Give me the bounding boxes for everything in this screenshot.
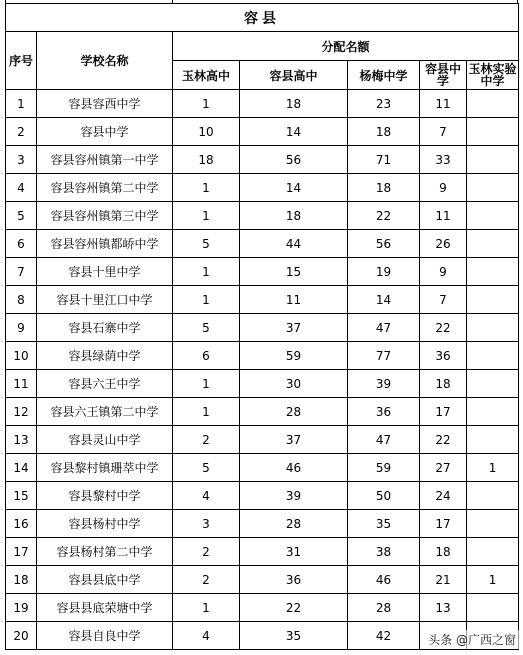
allocation-value: 47 <box>348 314 420 342</box>
allocation-value: 15 <box>240 258 348 286</box>
table-row <box>6 454 519 482</box>
row-index: 13 <box>6 426 37 454</box>
allocation-value: 11 <box>420 90 467 118</box>
school-name: 容县黎村中学 <box>37 482 173 510</box>
school-name: 容县容州镇第一中学 <box>37 146 173 174</box>
table-row <box>6 398 519 426</box>
allocation-value: 18 <box>420 370 467 398</box>
school-name: 容县县底荣塘中学 <box>37 594 173 622</box>
allocation-value: 18 <box>348 118 420 146</box>
school-name: 容县容西中学 <box>37 90 173 118</box>
school-name: 容县容州镇第二中学 <box>37 174 173 202</box>
allocation-value: 26 <box>420 230 467 258</box>
allocation-value <box>467 90 519 118</box>
allocation-value: 24 <box>420 482 467 510</box>
allocation-value: 77 <box>348 342 420 370</box>
row-index: 3 <box>6 146 37 174</box>
allocation-value: 39 <box>348 370 420 398</box>
row-index: 15 <box>6 482 37 510</box>
allocation-value: 59 <box>240 342 348 370</box>
table-row <box>6 202 519 230</box>
school-name: 容县杨村第二中学 <box>37 538 173 566</box>
table-row <box>6 426 519 454</box>
allocation-value: 22 <box>348 202 420 230</box>
table-row <box>6 370 519 398</box>
allocation-value <box>467 594 519 622</box>
row-index: 9 <box>6 314 37 342</box>
allocation-value: 3 <box>173 510 240 538</box>
allocation-value <box>467 286 519 314</box>
allocation-value <box>467 230 519 258</box>
row-index: 19 <box>6 594 37 622</box>
allocation-value: 18 <box>348 174 420 202</box>
school-name: 容县杨村中学 <box>37 510 173 538</box>
allocation-value: 1 <box>173 202 240 230</box>
allocation-value <box>467 398 519 426</box>
allocation-value: 18 <box>240 90 348 118</box>
school-name: 容县县底中学 <box>37 566 173 594</box>
allocation-value: 6 <box>173 342 240 370</box>
allocation-value: 1 <box>173 594 240 622</box>
header-col-yulin-experimental: 玉林实验中学 <box>467 61 519 90</box>
allocation-value: 35 <box>348 510 420 538</box>
table-row <box>6 90 519 118</box>
row-index: 1 <box>6 90 37 118</box>
allocation-value: 47 <box>348 426 420 454</box>
allocation-value: 1 <box>173 370 240 398</box>
watermark: 头条 @广西之窗 <box>425 630 519 649</box>
allocation-value: 37 <box>240 314 348 342</box>
allocation-value: 56 <box>240 146 348 174</box>
allocation-value: 42 <box>348 622 420 650</box>
school-name: 容县六王镇第二中学 <box>37 398 173 426</box>
allocation-value <box>467 370 519 398</box>
table-row <box>6 258 519 286</box>
allocation-value: 1 <box>467 566 519 594</box>
allocation-value: 33 <box>420 146 467 174</box>
allocation-value: 1 <box>467 454 519 482</box>
row-index: 4 <box>6 174 37 202</box>
allocation-value: 22 <box>240 594 348 622</box>
header-school-name: 学校名称 <box>37 32 173 90</box>
allocation-value: 23 <box>348 90 420 118</box>
header-col-yangmei: 杨梅中学 <box>348 61 420 90</box>
allocation-value: 7 <box>420 118 467 146</box>
row-index: 10 <box>6 342 37 370</box>
allocation-value: 28 <box>348 594 420 622</box>
table-row <box>6 510 519 538</box>
school-name: 容县容州镇第三中学 <box>37 202 173 230</box>
school-name: 容县十里江口中学 <box>37 286 173 314</box>
school-name: 容县绿荫中学 <box>37 342 173 370</box>
allocation-value: 2 <box>173 426 240 454</box>
allocation-value: 5 <box>173 314 240 342</box>
allocation-value: 5 <box>173 454 240 482</box>
school-name: 容县六王中学 <box>37 370 173 398</box>
table-row <box>6 314 519 342</box>
allocation-value: 7 <box>420 286 467 314</box>
school-name: 容县石寨中学 <box>37 314 173 342</box>
allocation-value: 36 <box>348 398 420 426</box>
allocation-value: 18 <box>420 538 467 566</box>
table-row <box>6 594 519 622</box>
allocation-value: 18 <box>173 146 240 174</box>
allocation-value: 36 <box>420 342 467 370</box>
allocation-value: 13 <box>420 594 467 622</box>
allocation-value: 1 <box>173 90 240 118</box>
header-col-rongxian-high: 容县高中 <box>240 61 348 90</box>
allocation-value: 9 <box>420 174 467 202</box>
allocation-value: 36 <box>240 566 348 594</box>
row-index: 14 <box>6 454 37 482</box>
allocation-value: 1 <box>173 258 240 286</box>
allocation-value: 4 <box>173 482 240 510</box>
row-index: 20 <box>6 622 37 650</box>
allocation-value: 50 <box>348 482 420 510</box>
allocation-value: 10 <box>173 118 240 146</box>
allocation-value: 1 <box>173 286 240 314</box>
allocation-value: 11 <box>420 202 467 230</box>
allocation-value: 39 <box>240 482 348 510</box>
table-row <box>6 538 519 566</box>
allocation-value: 35 <box>240 622 348 650</box>
header-col-rongxian-middle: 容县中学 <box>420 61 467 90</box>
allocation-value: 28 <box>240 510 348 538</box>
allocation-value: 4 <box>173 622 240 650</box>
table-row <box>6 342 519 370</box>
allocation-value: 44 <box>240 230 348 258</box>
allocation-value: 17 <box>420 510 467 538</box>
row-index: 8 <box>6 286 37 314</box>
allocation-value: 22 <box>420 314 467 342</box>
row-index: 12 <box>6 398 37 426</box>
school-name: 容县十里中学 <box>37 258 173 286</box>
allocation-value <box>467 426 519 454</box>
allocation-table <box>5 3 519 650</box>
table-body <box>6 90 519 650</box>
row-index: 11 <box>6 370 37 398</box>
row-index: 18 <box>6 566 37 594</box>
allocation-value: 14 <box>240 174 348 202</box>
table-row <box>6 286 519 314</box>
allocation-value <box>467 314 519 342</box>
table-row <box>6 146 519 174</box>
allocation-value: 28 <box>240 398 348 426</box>
row-index: 6 <box>6 230 37 258</box>
allocation-value: 56 <box>348 230 420 258</box>
school-name: 容县容州镇都峤中学 <box>37 230 173 258</box>
allocation-value: 27 <box>420 454 467 482</box>
table-row <box>6 482 519 510</box>
header-index: 序号 <box>6 32 37 90</box>
allocation-value: 46 <box>240 454 348 482</box>
allocation-value: 2 <box>173 566 240 594</box>
allocation-value: 30 <box>240 370 348 398</box>
table-row <box>6 118 519 146</box>
allocation-value: 14 <box>240 118 348 146</box>
row-index: 2 <box>6 118 37 146</box>
school-name: 容县黎村镇珊萃中学 <box>37 454 173 482</box>
allocation-value: 19 <box>348 258 420 286</box>
allocation-value <box>467 482 519 510</box>
allocation-value: 17 <box>420 398 467 426</box>
allocation-value: 14 <box>348 286 420 314</box>
allocation-value: 46 <box>348 566 420 594</box>
allocation-value: 37 <box>240 426 348 454</box>
allocation-value: 9 <box>420 258 467 286</box>
table-row <box>6 230 519 258</box>
allocation-value: 18 <box>240 202 348 230</box>
row-index: 17 <box>6 538 37 566</box>
allocation-value: 11 <box>240 286 348 314</box>
row-index: 7 <box>6 258 37 286</box>
row-index: 5 <box>6 202 37 230</box>
table-title: 容县 <box>6 4 519 32</box>
table-row <box>6 566 519 594</box>
allocation-value: 38 <box>348 538 420 566</box>
allocation-value <box>467 146 519 174</box>
allocation-value: 71 <box>348 146 420 174</box>
title-row <box>6 4 519 32</box>
table-row <box>6 174 519 202</box>
school-name: 容县灵山中学 <box>37 426 173 454</box>
allocation-value <box>467 538 519 566</box>
allocation-value: 2 <box>173 538 240 566</box>
allocation-value: 59 <box>348 454 420 482</box>
allocation-value <box>467 510 519 538</box>
allocation-value: 5 <box>173 230 240 258</box>
allocation-value: 31 <box>240 538 348 566</box>
school-name: 容县自良中学 <box>37 622 173 650</box>
allocation-value: 22 <box>420 426 467 454</box>
header-col-yulin-high: 玉林高中 <box>173 61 240 90</box>
allocation-value <box>467 118 519 146</box>
school-name: 容县中学 <box>37 118 173 146</box>
row-index: 16 <box>6 510 37 538</box>
allocation-value: 1 <box>173 398 240 426</box>
allocation-value <box>467 342 519 370</box>
allocation-value <box>467 174 519 202</box>
header-row-1 <box>6 32 519 61</box>
allocation-value <box>467 258 519 286</box>
allocation-value: 21 <box>420 566 467 594</box>
header-allocation: 分配名额 <box>173 32 519 61</box>
allocation-value <box>467 202 519 230</box>
allocation-value: 1 <box>173 174 240 202</box>
